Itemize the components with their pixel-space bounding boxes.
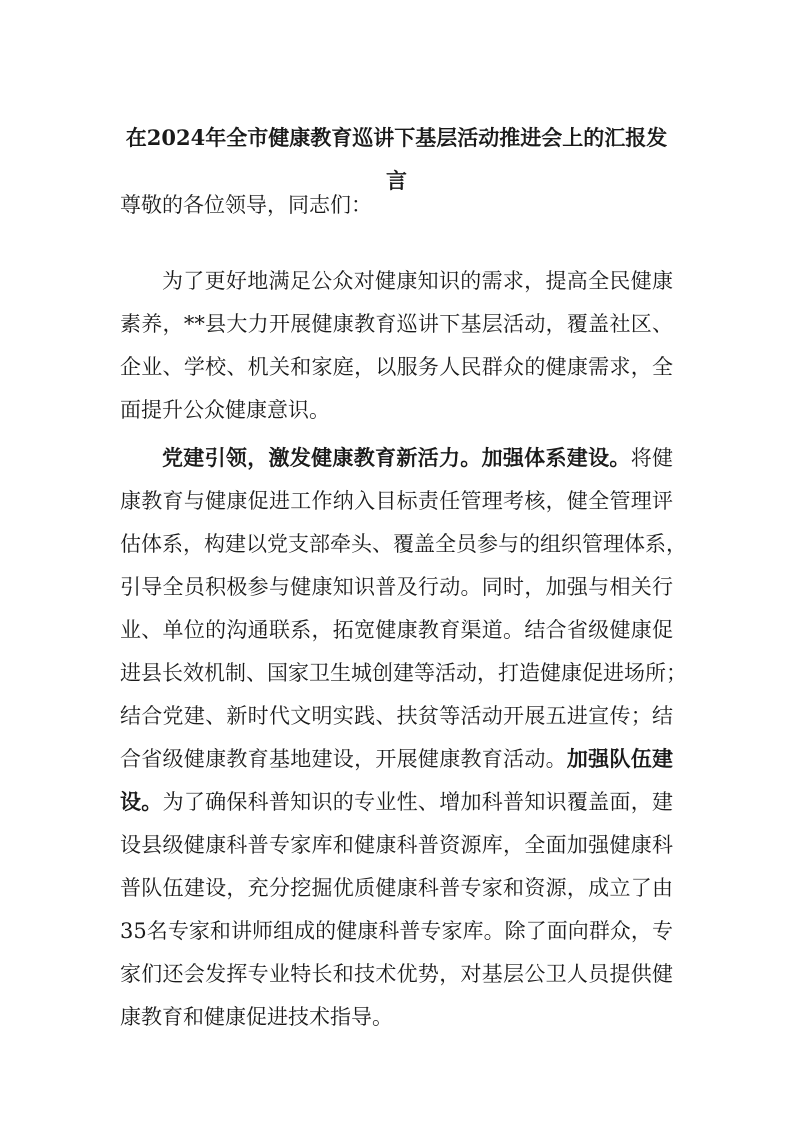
section1-line-3: 估体系，构建以党支部牵头、覆盖全员参与的组织管理体系， [120, 532, 687, 556]
subheading-team-building-part-1: 加强队伍建 [566, 746, 674, 771]
subheading-team-building-part-2: 设。 [120, 789, 163, 814]
section1-heading: 党建引领，激发健康教育新活力。 [162, 445, 482, 470]
section1-line-13: 家们还会发挥专业特长和技术优势，对基层公卫人员提供健 [120, 962, 673, 986]
section1-line-12: 35名专家和讲师组成的健康科普专家库。除了面向群众，专 [120, 919, 673, 943]
section1-line-2: 康教育与健康促进工作纳入目标责任管理考核，健全管理评 [120, 489, 673, 513]
section1-line-1 [162, 441, 673, 475]
section1-line-5: 业、单位的沟通联系，拓宽健康教育渠道。结合省级健康促 [120, 618, 673, 642]
intro-line-2: 素养，**县大力开展健康教育巡讲下基层活动，覆盖社区、 [120, 312, 673, 336]
section1-line-1-text: 将健 [630, 446, 674, 470]
section1-line-10: 设县级健康科普专家库和健康科普资源库，全面加强健康科 [120, 833, 673, 857]
greeting: 尊敬的各位领导，同志们： [120, 193, 372, 217]
subheading-system-building: 加强体系建设。 [481, 445, 631, 470]
section1-line-14: 康教育和健康促进技术指导。 [120, 1005, 393, 1029]
section1-line-6: 进县长效机制、国家卫生城创建等活动，打造健康促进场所； [120, 661, 687, 685]
intro-line-1: 为了更好地满足公众对健康知识的需求，提高全民健康 [162, 269, 673, 293]
document-title-line-2: 言 [386, 168, 407, 193]
intro-line-3: 企业、学校、机关和家庭，以服务人民群众的健康需求，全 [120, 355, 673, 379]
section1-line-9-text: 为了确保科普知识的专业性、增加科普知识覆盖面，建 [162, 790, 674, 814]
section1-line-4: 引导全员积极参与健康知识普及行动。同时，加强与相关行 [120, 575, 673, 599]
document-title-line-1: 在2024年全市健康教育巡讲下基层活动推进会上的汇报发 [125, 125, 668, 150]
section1-line-11: 普队伍建设，充分挖掘优质健康科普专家和资源，成立了由 [120, 876, 673, 900]
section1-line-8-text: 合省级健康教育基地建设，开展健康教育活动。 [120, 747, 567, 771]
intro-line-4: 面提升公众健康意识。 [120, 398, 330, 422]
section1-line-9 [120, 785, 673, 819]
section1-line-7: 结合党建、新时代文明实践、扶贫等活动开展五进宣传；结 [120, 704, 673, 728]
section1-line-8 [120, 742, 673, 776]
